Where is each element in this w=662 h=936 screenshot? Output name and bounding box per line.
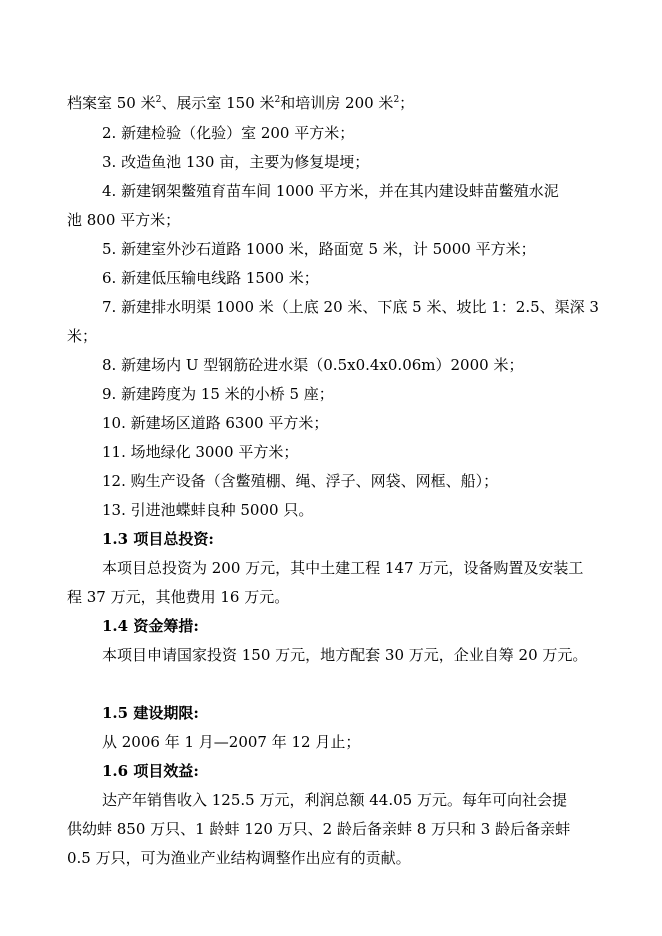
paragraph-line: 0.5 万只，可为渔业产业结构调整作出应有的贡献。 [67,849,411,867]
paragraph-line: 供幼蚌 850 万只、1 龄蚌 120 万只、2 龄后备亲蚌 8 万只和 3 龄后备亲蚌 [67,820,571,838]
list-item: 9. 新建跨度为 15 米的小桥 5 座； [102,385,334,403]
list-item: 2. 新建检验（化验）室 200 平方米； [102,124,355,142]
list-item: 3. 改造鱼池 130 亩，主要为修复堤埂； [102,153,370,171]
paragraph-line: 本项目总投资为 200 万元，其中土建工程 147 万元，设备购置及安装工 [102,559,584,577]
section-heading: 1.4 资金筹措: [102,617,199,635]
continuation-part3: 和培训房 200 米 [280,94,394,112]
paragraph-line: 从 2006 年 1 月—2007 年 12 月止； [102,733,361,751]
list-item: 12. 购生产设备（含鳖殖棚、绳、浮子、网袋、网框、船）； [102,472,499,490]
section-heading: 1.6 项目效益: [102,762,199,780]
paragraph-line: 本项目申请国家投资 150 万元，地方配套 30 万元，企业自筹 20 万元。 [102,646,588,664]
paragraph-line: 达产年销售收入 125.5 万元，利润总额 44.05 万元。每年可向社会提 [102,791,567,809]
continuation-part2: 、展示室 150 米 [161,94,275,112]
list-item: 7. 新建排水明渠 1000 米（上底 20 米、下底 5 米、坡比 1：2.5、渠深 3 [102,298,599,316]
list-item: 11. 场地绿化 3000 平方米； [102,443,299,461]
list-item-continuation: 池 800 平方米； [67,211,181,229]
continuation-line [67,93,414,113]
list-item: 8. 新建场内 U 型钢筋砼进水渠（0.5x0.4x0.06m）2000 米； [102,356,524,374]
list-item: 10. 新建场区道路 6300 平方米； [102,414,329,432]
continuation-part1: 档案室 50 米 [67,94,156,112]
superscript-2: 2 [393,95,400,105]
section-heading: 1.3 项目总投资: [102,530,214,548]
superscript-2: 2 [155,95,162,105]
list-item: 5. 新建室外沙石道路 1000 米，路面宽 5 米，计 5000 平方米； [102,240,536,258]
paragraph-line: 程 37 万元，其他费用 16 万元。 [67,588,290,606]
list-item: 6. 新建低压输电线路 1500 米； [102,269,319,287]
superscript-2: 2 [274,95,281,105]
list-item-continuation: 米； [67,327,98,345]
section-heading: 1.5 建设期限: [102,704,199,722]
list-item: 4. 新建钢架鳖殖育苗车间 1000 平方米，并在其内建设蚌苗鳖殖水泥 [102,182,559,200]
continuation-part4: ； [399,94,415,112]
list-item: 13. 引进池蝶蚌良种 5000 只。 [102,501,314,519]
